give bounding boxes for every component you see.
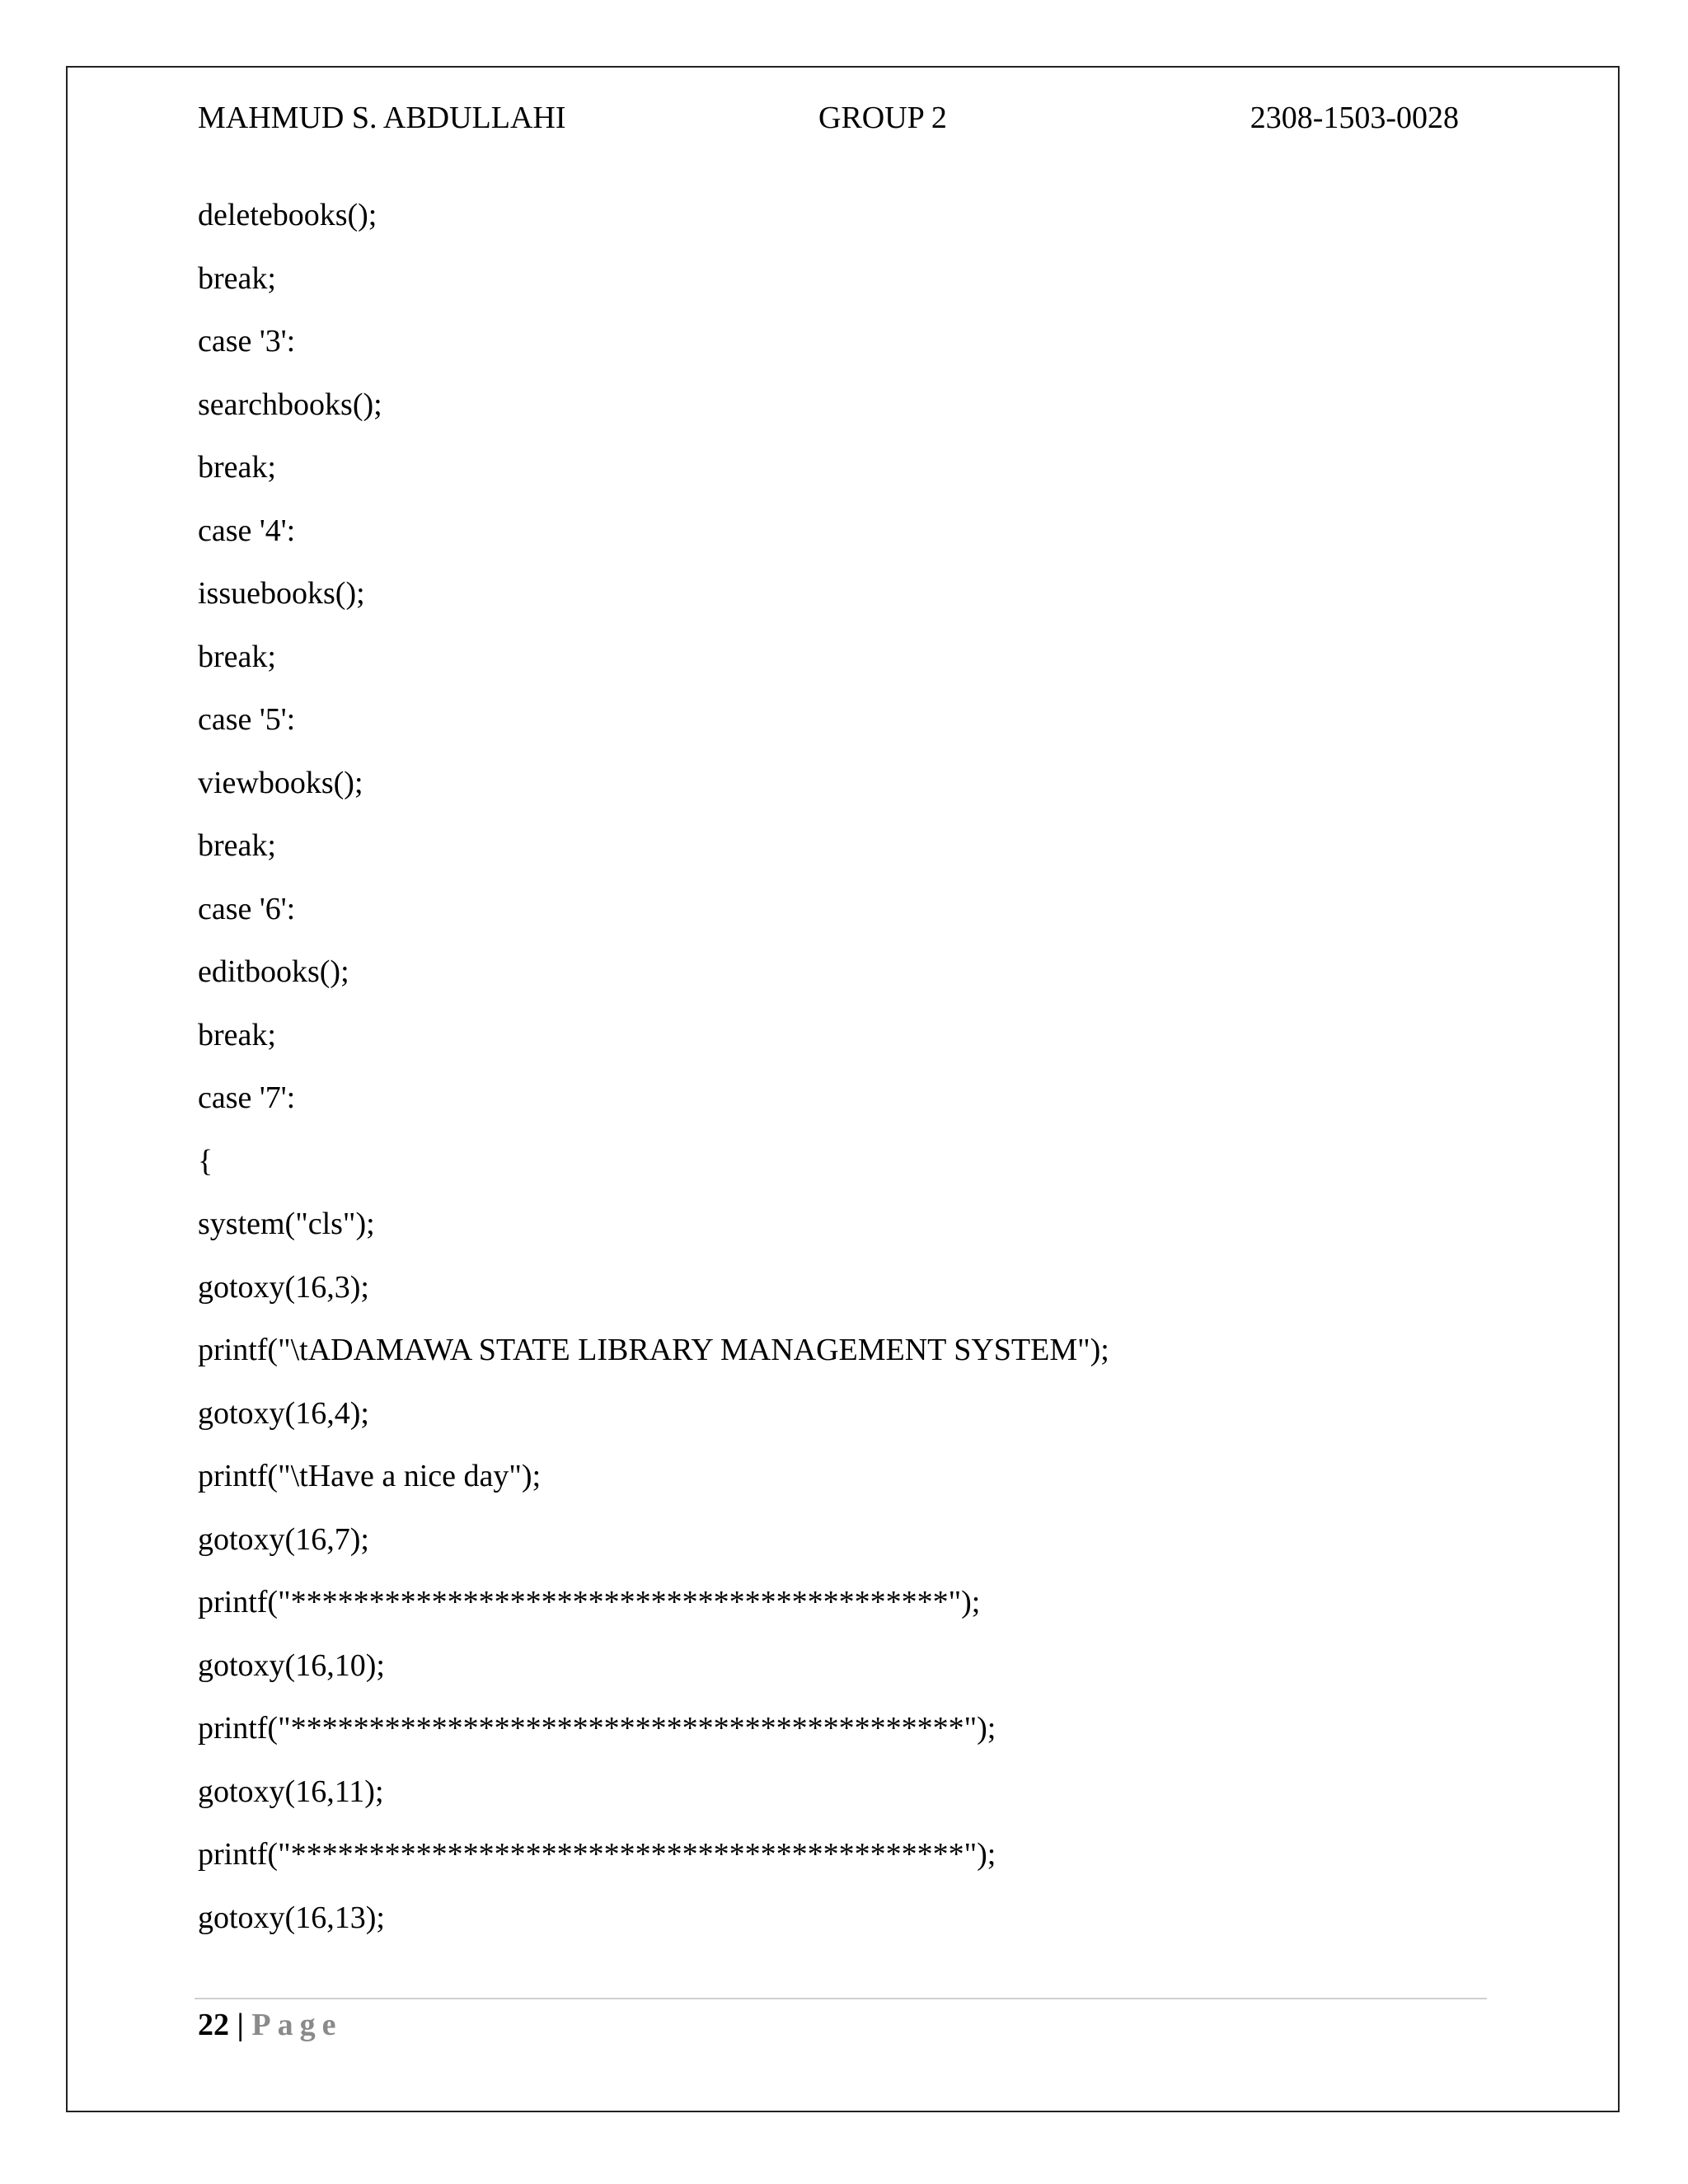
code-line: searchbooks(); xyxy=(198,387,382,422)
page-footer xyxy=(198,2004,342,2046)
code-line: break; xyxy=(198,450,276,485)
page-number: 22 xyxy=(198,2008,229,2042)
code-line: case '4': xyxy=(198,513,296,548)
page-word: Page xyxy=(251,2008,343,2042)
code-line: { xyxy=(198,1143,213,1179)
code-line: issuebooks(); xyxy=(198,576,365,611)
code-line: gotoxy(16,11); xyxy=(198,1774,384,1809)
header-author: MAHMUD S. ABDULLAHI xyxy=(198,101,566,135)
code-line: gotoxy(16,3); xyxy=(198,1269,369,1305)
code-line: gotoxy(16,7); xyxy=(198,1521,369,1557)
header-reg-number: 2308-1503-0028 xyxy=(1250,101,1459,135)
code-line: printf("\tADAMAWA STATE LIBRARY MANAGEMENT SYSTEM"); xyxy=(198,1333,1109,1367)
code-line: printf("******************************************"); xyxy=(198,1585,981,1619)
code-line: gotoxy(16,4); xyxy=(198,1395,369,1431)
footer-divider xyxy=(195,1998,1487,1999)
code-line: break; xyxy=(198,1017,276,1052)
code-line: break; xyxy=(198,260,276,296)
code-line: system("cls"); xyxy=(198,1207,375,1241)
code-listing xyxy=(198,194,1517,1960)
footer-separator: | xyxy=(237,2008,244,2042)
code-line: case '7': xyxy=(198,1080,296,1115)
code-line: break; xyxy=(198,828,276,863)
code-line: printf("\tHave a nice day"); xyxy=(198,1459,542,1493)
page-header xyxy=(198,97,1459,138)
code-line: case '3': xyxy=(198,324,296,359)
code-line: case '5': xyxy=(198,702,296,737)
code-line: gotoxy(16,10); xyxy=(198,1647,385,1683)
header-group: GROUP 2 xyxy=(818,101,947,135)
code-line: deletebooks(); xyxy=(198,198,377,232)
code-line: case '6': xyxy=(198,891,296,926)
code-line: viewbooks(); xyxy=(198,765,363,800)
code-line: gotoxy(16,13); xyxy=(198,1900,385,1935)
code-line: printf("*******************************************"); xyxy=(198,1837,996,1872)
code-line: printf("*******************************************"); xyxy=(198,1711,996,1746)
code-line: editbooks(); xyxy=(198,954,349,989)
code-line: break; xyxy=(198,639,276,674)
